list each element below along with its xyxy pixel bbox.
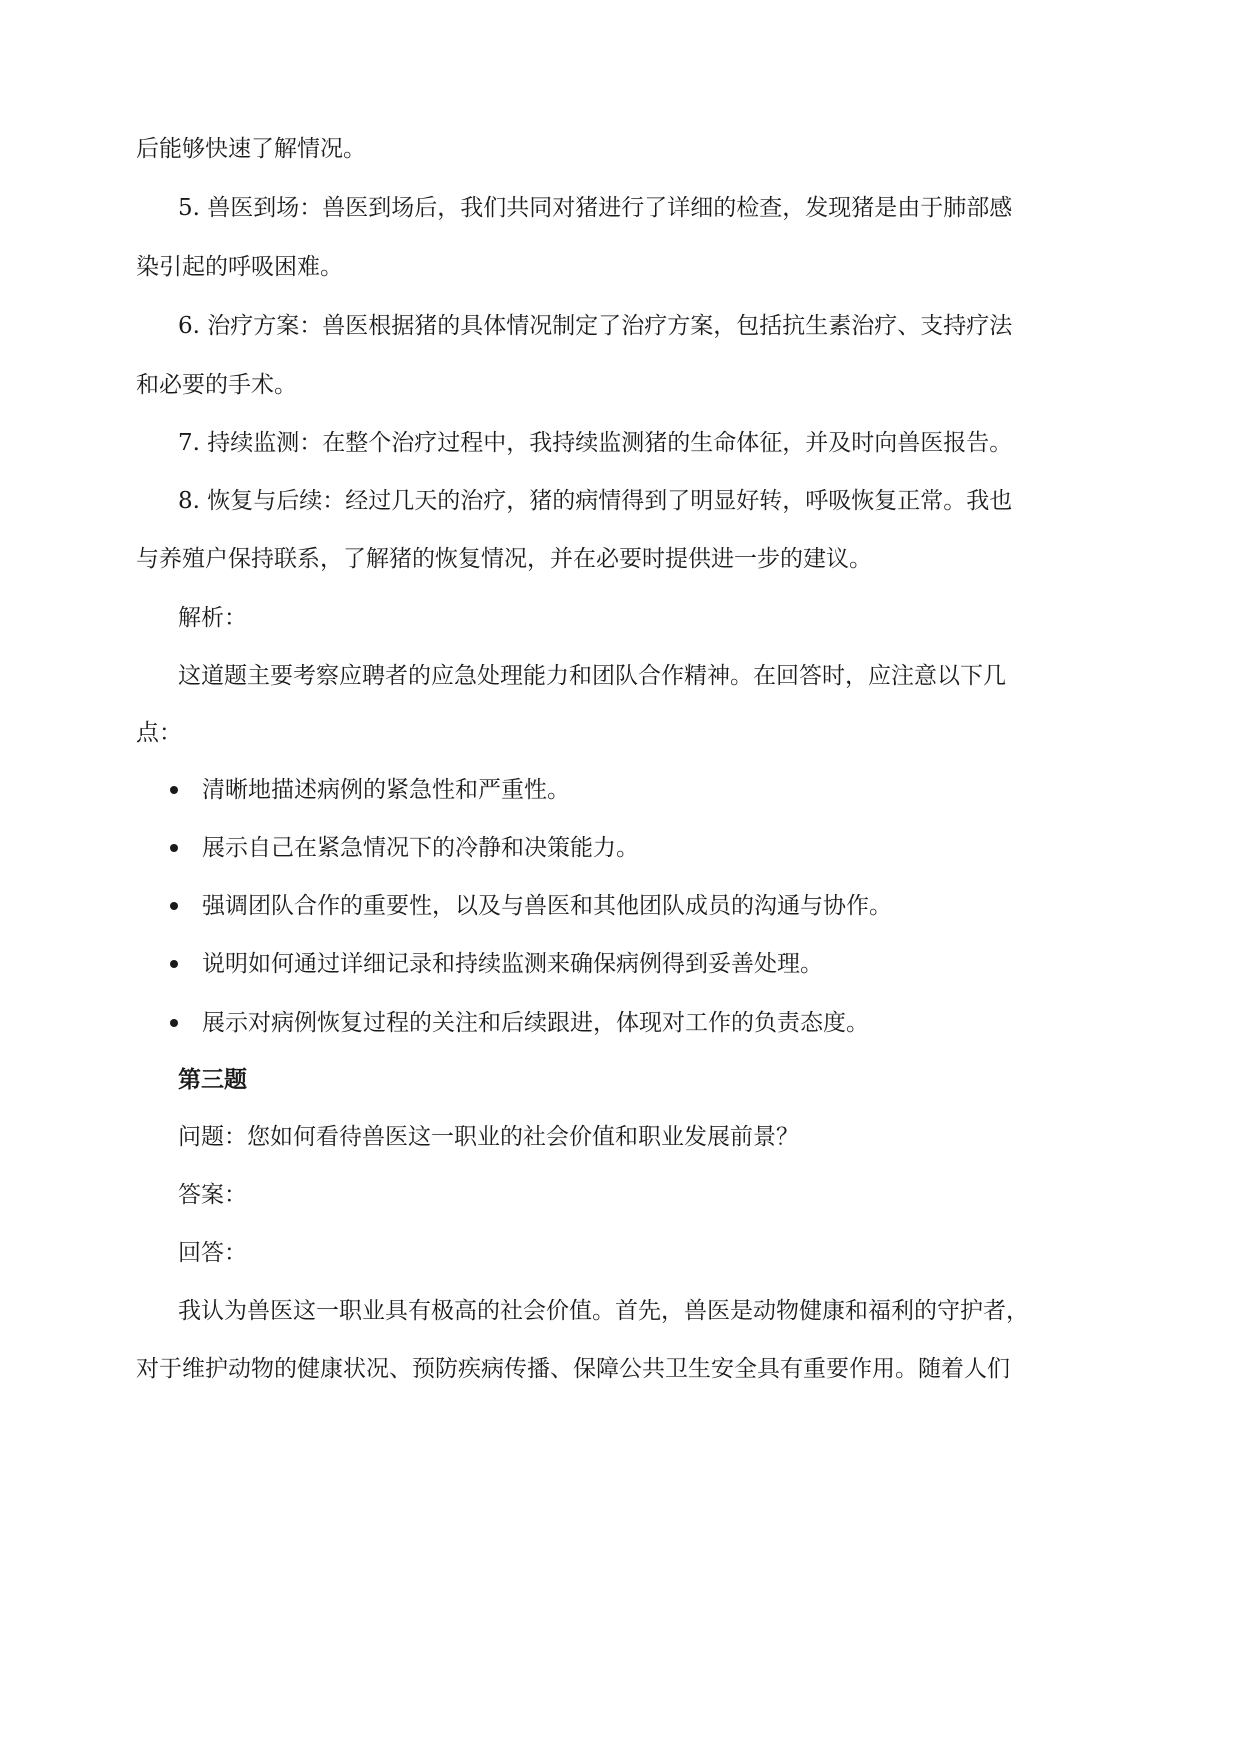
paragraph-line: 8. 恢复与后续：经过几天的治疗，猪的病情得到了明显好转，呼吸恢复正常。我也 [178, 488, 1013, 514]
paragraph-line: 染引起的呼吸困难。 [136, 254, 343, 280]
list-item: 展示自己在紧急情况下的冷静和决策能力。 [202, 835, 639, 861]
paragraph-line: 6. 治疗方案：兽医根据猪的具体情况制定了治疗方案，包括抗生素治疗、支持疗法 [178, 313, 1013, 339]
paragraph-line: 后能够快速了解情况。 [136, 136, 366, 162]
bullet-dot-icon [170, 902, 178, 910]
bullet-dot-icon [170, 1019, 178, 1027]
paragraph-line: 和必要的手术。 [136, 372, 297, 398]
paragraph-line: 5. 兽医到场：兽医到场后，我们共同对猪进行了详细的检查，发现猪是由于肺部感 [178, 195, 1013, 221]
list-item: 强调团队合作的重要性，以及与兽医和其他团队成员的沟通与协作。 [202, 893, 892, 919]
reply-label: 回答： [178, 1240, 247, 1266]
paragraph-line: 对于维护动物的健康状况、预防疾病传播、保障公共卫生安全具有重要作用。随着人们 [136, 1356, 1010, 1382]
analysis-label: 解析： [178, 605, 247, 631]
paragraph-line: 点： [136, 720, 182, 746]
paragraph-line: 7. 持续监测：在整个治疗过程中，我持续监测猪的生命体征，并及时向兽医报告。 [178, 430, 1013, 456]
paragraph-line: 我认为兽医这一职业具有极高的社会价值。首先，兽医是动物健康和福利的守护者， [178, 1298, 1029, 1324]
list-item: 清晰地描述病例的紧急性和严重性。 [202, 777, 570, 803]
list-item: 说明如何通过详细记录和持续监测来确保病例得到妥善处理。 [202, 951, 823, 977]
paragraph-line: 这道题主要考察应聘者的应急处理能力和团队合作精神。在回答时，应注意以下几 [178, 663, 1006, 689]
list-item: 展示对病例恢复过程的关注和后续跟进，体现对工作的负责态度。 [202, 1010, 869, 1036]
answer-label: 答案： [178, 1182, 247, 1208]
bullet-dot-icon [170, 786, 178, 794]
bullet-dot-icon [170, 844, 178, 852]
bullet-dot-icon [170, 960, 178, 968]
paragraph-line: 与养殖户保持联系，了解猪的恢复情况，并在必要时提供进一步的建议。 [136, 546, 872, 572]
section-title: 第三题 [178, 1067, 247, 1093]
question-text: 问题：您如何看待兽医这一职业的社会价值和职业发展前景？ [178, 1124, 799, 1150]
